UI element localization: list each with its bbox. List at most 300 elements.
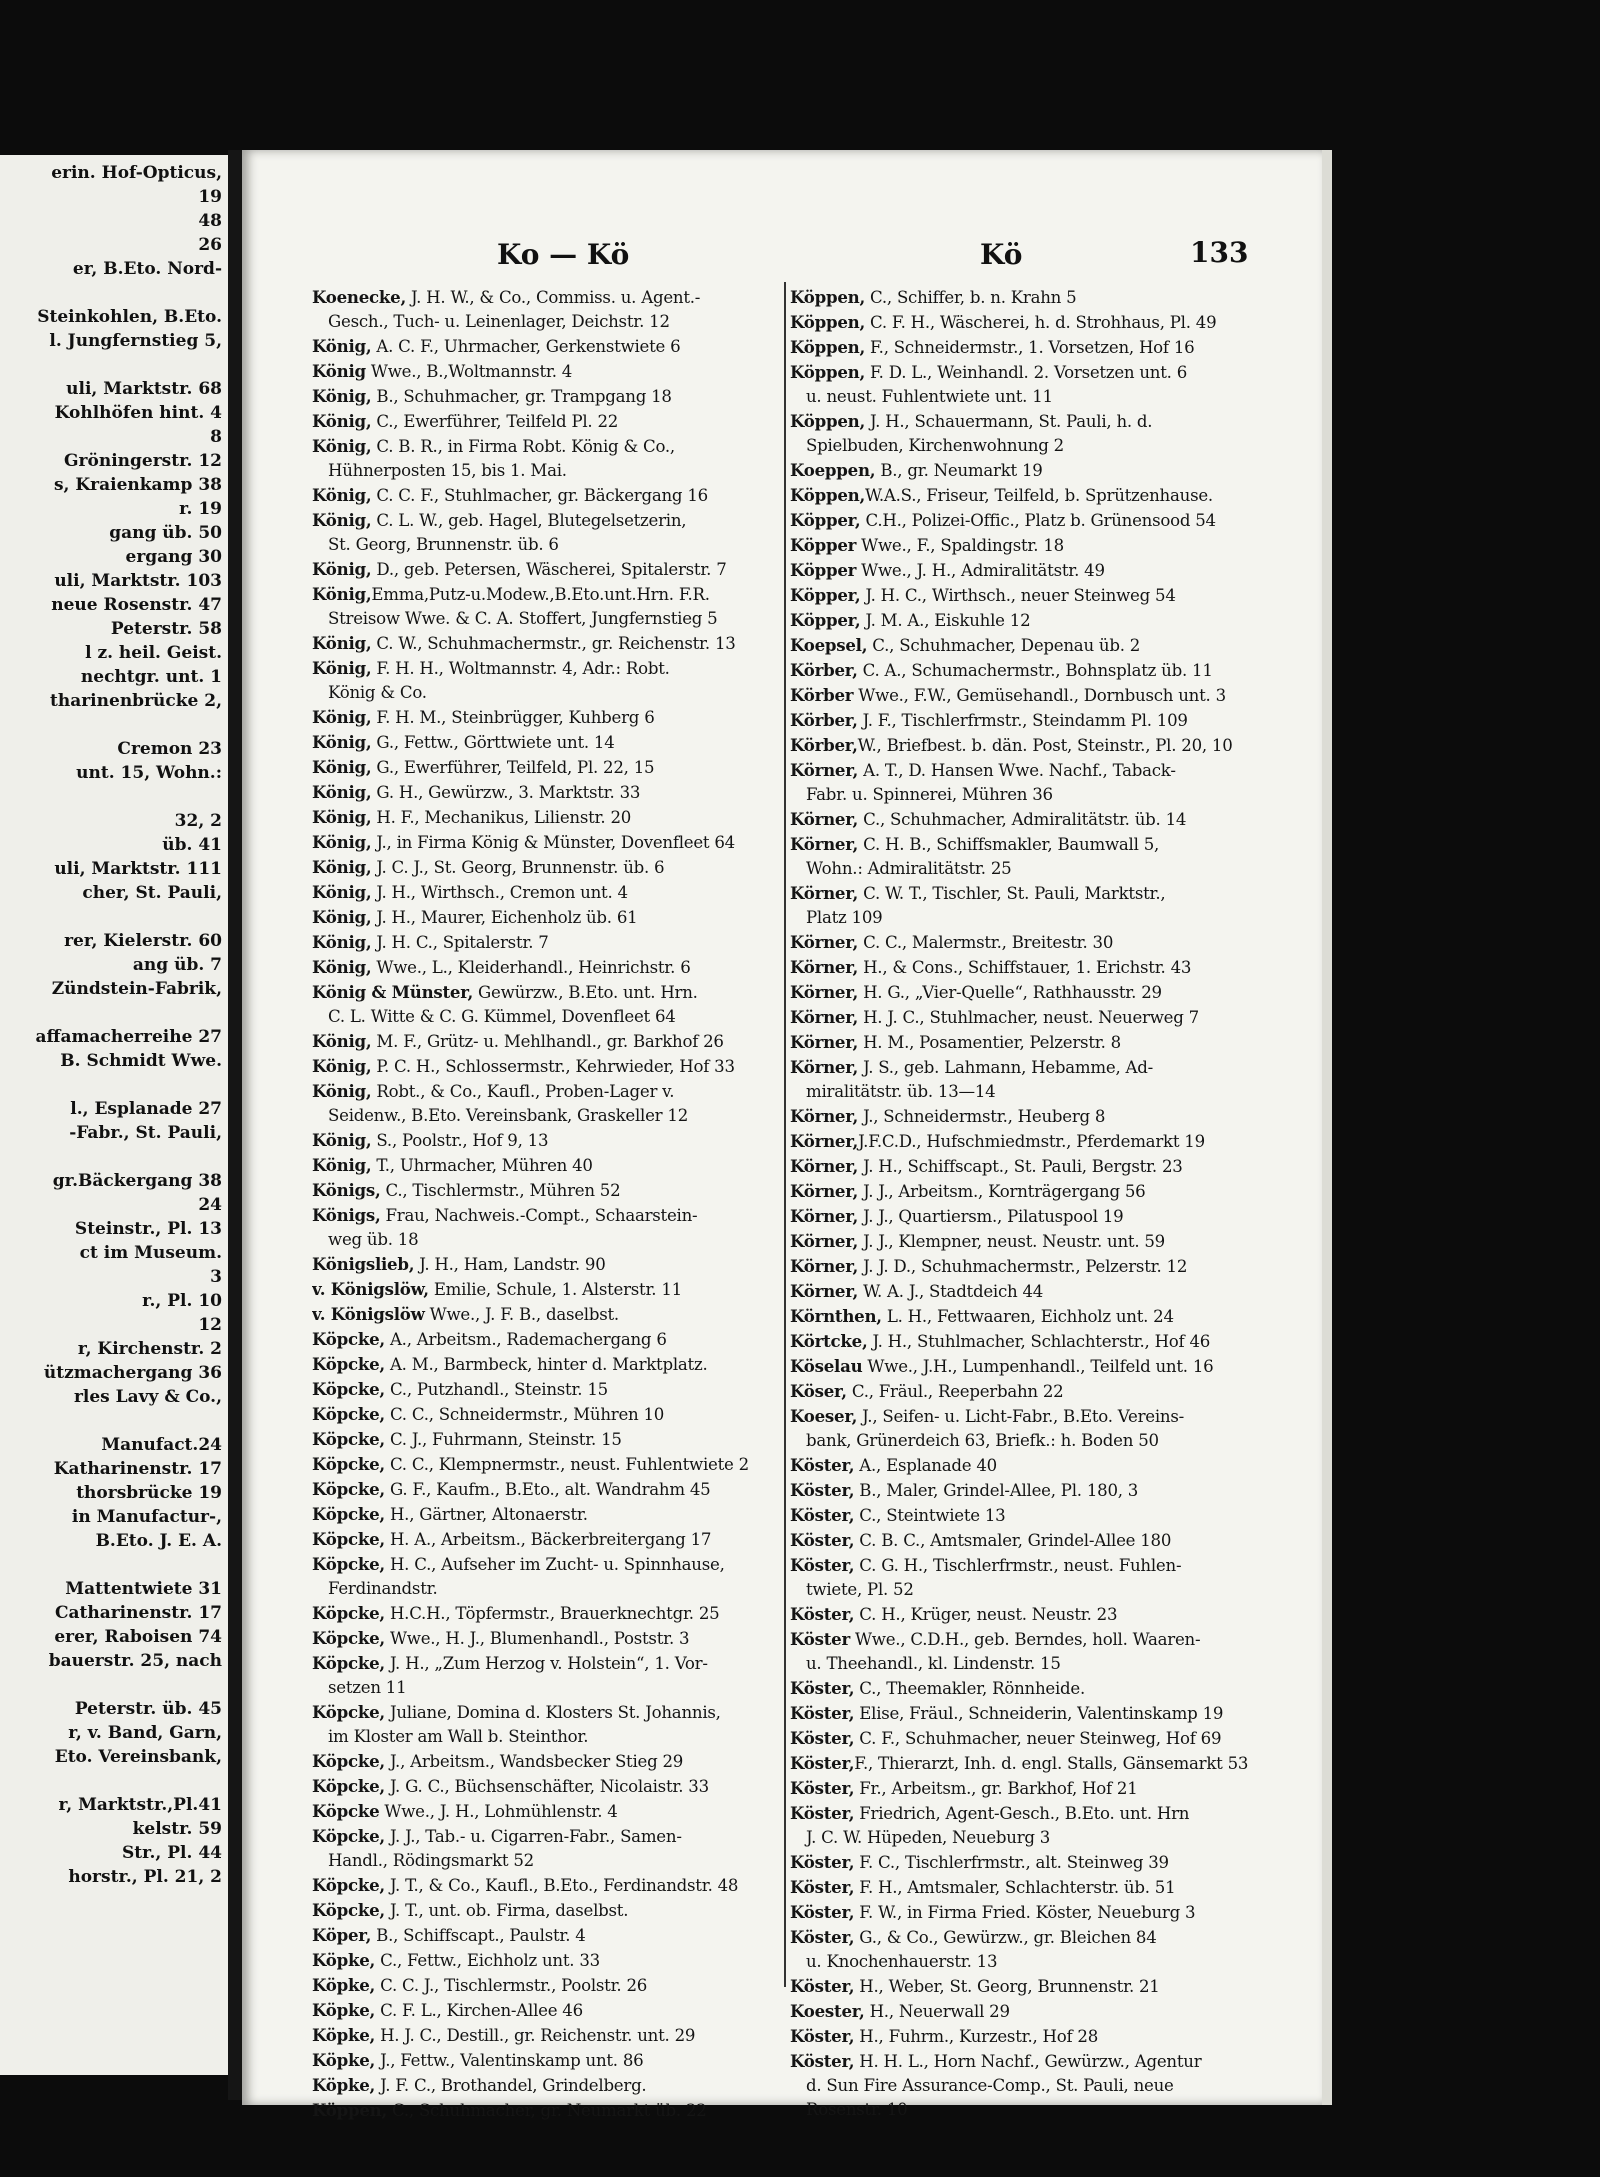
directory-entry: [312, 1327, 857, 1352]
left-page-fragment: 32, 2: [174, 811, 222, 831]
entry-text: J. H. W., & Co., Commiss. u. Agent.-: [406, 288, 701, 307]
entry-text: Wwe., J. F. B., daselbst.: [424, 1305, 619, 1324]
directory-entry: [312, 1104, 857, 1128]
entry-name: Köpcke,: [312, 1826, 385, 1846]
directory-entry: [312, 705, 857, 730]
entry-text: C., Tischlermstr., Mühren 52: [380, 1181, 621, 1200]
directory-entry: [790, 1900, 1298, 1925]
directory-entry: [312, 1153, 857, 1178]
directory-entry: [790, 1329, 1298, 1354]
entry-text: C., Steintwiete 13: [854, 1506, 1006, 1525]
entry-name: Köpcke,: [312, 1404, 385, 1424]
directory-entry: [312, 755, 857, 780]
entry-name: Köpcke,: [312, 1329, 385, 1349]
entry-name: König,: [312, 1155, 372, 1175]
entry-text: B., Schiffscapt., Paulstr. 4: [371, 1926, 586, 1945]
entry-text: St. Georg, Brunnenstr. üb. 6: [328, 535, 559, 554]
directory-entry: [790, 1776, 1298, 1801]
directory-entry: [312, 434, 857, 459]
directory-entry: [312, 1774, 857, 1799]
entry-text: C.H., Polizei-Offic., Platz b. Grünensood 54: [860, 511, 1216, 530]
left-page-fragment: l. Jungfernstieg 5,: [49, 331, 222, 351]
left-page-fragment: affamacherreihe 27: [35, 1027, 222, 1047]
entry-text: Hühnerposten 15, bis 1. Mai.: [328, 461, 567, 480]
entry-name: Königs,: [312, 1205, 381, 1225]
entry-name: Köpcke,: [312, 1554, 385, 1574]
entry-name: König,: [312, 1081, 372, 1101]
directory-entry: [790, 1726, 1298, 1751]
entry-text: J. J., Klempner, neust. Neustr. unt. 59: [858, 1232, 1165, 1251]
directory-entry: [790, 2074, 1298, 2098]
entry-name: Köpke,: [312, 2025, 376, 2045]
directory-entry: [790, 2098, 1298, 2122]
entry-text: H., Gärtner, Altonaerstr.: [384, 1505, 588, 1524]
entry-text: Wwe., F.W., Gemüsehandl., Dornbusch unt. 3: [853, 686, 1226, 705]
entry-text: P. C. H., Schlossermstr., Kehrwieder, Hof 33: [371, 1057, 735, 1076]
directory-entry: [312, 1005, 857, 1029]
directory-entry: [790, 1279, 1298, 1304]
directory-entry: [790, 385, 1298, 409]
left-page-fragment: Gröningerstr. 12: [64, 451, 222, 471]
left-page-fragment: 19: [198, 187, 222, 207]
left-page-fragment: 24: [198, 1195, 222, 1215]
directory-entry: [790, 658, 1298, 683]
left-page-fragment: Catharinenstr. 17: [54, 1603, 222, 1623]
running-head-left: Ko — Kö: [497, 238, 630, 271]
directory-entry: [312, 955, 857, 980]
entry-name: Königslieb,: [312, 1254, 415, 1274]
entry-name: Körner,: [790, 1181, 859, 1201]
entry-text: H. J. C., Destill., gr. Reichenstr. unt. 29: [375, 2026, 696, 2045]
left-page-fragment: Peterstr. 58: [110, 619, 222, 639]
entry-text: W.A.S., Friseur, Teilfeld, b. Sprützenhause.: [864, 486, 1213, 505]
left-page-fragment: r, v. Band, Garn,: [68, 1723, 222, 1743]
entry-text: Streisow Wwe. & C. A. Stoffert, Jungfernstieg 5: [328, 609, 718, 628]
entry-text: Ferdinandstr.: [328, 1579, 438, 1598]
entry-text: F. C., Tischlerfrmstr., alt. Steinweg 39: [854, 1853, 1169, 1872]
entry-text: Wwe., J. H., Lohmühlenstr. 4: [379, 1802, 618, 1821]
entry-name: Koester,: [790, 2001, 865, 2021]
entry-text: J. M. A., Eiskuhle 12: [860, 611, 1031, 630]
page-number: 133: [1190, 236, 1249, 269]
entry-text: Wwe., J. H., Admiralitätstr. 49: [856, 561, 1105, 580]
entry-name: Körner,: [790, 883, 859, 903]
entry-name: Köster,: [790, 1455, 855, 1475]
directory-entry: [790, 1429, 1298, 1453]
entry-name: Köster,: [790, 1678, 855, 1698]
entry-name: Körner,: [790, 1057, 859, 1077]
entry-text: C., Schuhmacher, Depenau üb. 2: [867, 636, 1141, 655]
directory-entry: [790, 335, 1298, 360]
entry-name: König & Münster,: [312, 982, 474, 1002]
left-page-fragment: rles Lavy & Co.,: [73, 1387, 222, 1407]
entry-name: König,: [312, 732, 372, 752]
directory-entry: [312, 980, 857, 1005]
directory-entry: [312, 1601, 857, 1626]
entry-name: König,: [312, 782, 372, 802]
entry-text: J. H. C., Wirthsch., neuer Steinweg 54: [860, 586, 1176, 605]
directory-entry: [312, 1898, 857, 1923]
entry-name: Köpcke,: [312, 1379, 385, 1399]
entry-name: Körner,: [790, 1007, 859, 1027]
entry-name: Königs,: [312, 1180, 381, 1200]
entry-text: C., Fettw., Eichholz unt. 33: [375, 1951, 600, 1970]
directory-entry: [790, 881, 1298, 906]
previous-page-strip: [0, 155, 231, 2075]
entry-text: M. F., Grütz- u. Mehlhandl., gr. Barkhof 26: [371, 1032, 724, 1051]
entry-name: Köster,: [790, 1505, 855, 1525]
entry-text: C., Schiffer, b. n. Krahn 5: [864, 288, 1077, 307]
entry-name: Köpcke,: [312, 1454, 385, 1474]
entry-name: Köppen,: [790, 337, 865, 357]
directory-entry: [790, 310, 1298, 335]
entry-text: J. C. W. Hüpeden, Neueburg 3: [806, 1828, 1051, 1847]
directory-entry: [312, 1054, 857, 1079]
entry-text: Wwe., H. J., Blumenhandl., Poststr. 3: [384, 1629, 690, 1648]
left-page-fragment: 12: [198, 1315, 222, 1335]
entry-name: Köster,: [790, 1902, 855, 1922]
directory-entry: [790, 1030, 1298, 1055]
directory-entry: [790, 758, 1298, 783]
entry-text: F., Thierarzt, Inh. d. engl. Stalls, Gänsemarkt 53: [854, 1754, 1249, 1773]
entry-text: J., Fettw., Valentinskamp unt. 86: [375, 2051, 644, 2070]
entry-text: Seidenw., B.Eto. Vereinsbank, Graskeller 12: [328, 1106, 689, 1125]
entry-text: u. neust. Fuhlentwiete unt. 11: [806, 387, 1053, 406]
entry-text: Wwe., L., Kleiderhandl., Heinrichstr. 6: [371, 958, 691, 977]
left-page-fragment: kelstr. 59: [132, 1819, 222, 1839]
left-page-fragment: ang üb. 7: [132, 955, 222, 975]
directory-entry: [790, 1528, 1298, 1553]
entry-name: König,: [312, 559, 372, 579]
left-page-fragment: Mattentwiete 31: [65, 1579, 222, 1599]
directory-entry: [790, 980, 1298, 1005]
entry-text: Frau, Nachweis.-Compt., Schaarstein-: [380, 1206, 698, 1225]
entry-text: J. H. C., Spitalerstr. 7: [371, 933, 549, 952]
left-page-fragment: gang üb. 50: [109, 523, 222, 543]
left-page-fragment: 48: [198, 211, 222, 231]
entry-name: Köpper: [790, 560, 857, 580]
left-page-fragment: Manufact.24: [101, 1435, 222, 1455]
entry-text: C. B. C., Amtsmaler, Grindel-Allee 180: [854, 1531, 1172, 1550]
entry-text: Juliane, Domina d. Klosters St. Johannis,: [384, 1703, 721, 1722]
left-page-fragment: uli, Marktstr. 68: [66, 379, 222, 399]
entry-text: A. T., D. Hansen Wwe. Nachf., Taback-: [858, 761, 1176, 780]
entry-text: F. H. M., Steinbrügger, Kuhberg 6: [371, 708, 655, 727]
entry-text: C. A., Schumachermstr., Bohnsplatz üb. 11: [857, 661, 1213, 680]
entry-text: H., Weber, St. Georg, Brunnenstr. 21: [854, 1977, 1160, 1996]
entry-text: H. A., Arbeitsm., Bäckerbreitergang 17: [384, 1530, 712, 1549]
directory-entry: [790, 1404, 1298, 1429]
entry-name: Köster,: [790, 1877, 855, 1897]
entry-name: Köpcke,: [312, 1504, 385, 1524]
entry-name: König,: [312, 633, 372, 653]
entry-name: Körner,: [790, 1106, 859, 1126]
directory-entry: [790, 583, 1298, 608]
column-divider: [784, 282, 786, 1987]
entry-text: H., & Cons., Schiffstauer, 1. Erichstr. 43: [858, 958, 1192, 977]
entry-name: Koepsel,: [790, 635, 868, 655]
entry-name: Körner,: [790, 982, 859, 1002]
directory-entry: [790, 733, 1298, 758]
left-page-fragment: B. Schmidt Wwe.: [60, 1051, 222, 1071]
left-page-fragment: 3: [210, 1267, 222, 1287]
entry-name: Köster,: [790, 1555, 855, 1575]
directory-entry: [312, 1302, 857, 1327]
entry-text: J. H., „Zum Herzog v. Holstein“, 1. Vor-: [384, 1654, 708, 1673]
entry-name: Köppen,: [790, 485, 865, 505]
entry-text: C. F. H., Wäscherei, h. d. Strohhaus, Pl. 49: [864, 313, 1217, 332]
left-page-fragment: ergang 30: [125, 547, 222, 567]
directory-entry: [312, 1973, 857, 1998]
left-page-fragment: Cremon 23: [117, 739, 222, 759]
entry-name: Köpke,: [312, 2075, 376, 2095]
entry-text: C. C., Malermstr., Breitestr. 30: [858, 933, 1114, 952]
entry-name: König,: [312, 1031, 372, 1051]
left-page-fragment: neue Rosenstr. 47: [51, 595, 222, 615]
entry-name: Köpcke,: [312, 1702, 385, 1722]
entry-name: v. Königslöw,: [312, 1279, 429, 1299]
entry-text: C. C. J., Tischlermstr., Poolstr. 26: [375, 1976, 648, 1995]
entry-text: C. C. F., Stuhlmacher, gr. Bäckergang 16: [371, 486, 708, 505]
directory-entry: [790, 1826, 1298, 1850]
entry-name: Köpcke,: [312, 1875, 385, 1895]
entry-text: C. H., Krüger, neust. Neustr. 23: [854, 1605, 1118, 1624]
entry-text: setzen 11: [328, 1678, 407, 1697]
left-page-fragment: üb. 41: [162, 835, 222, 855]
entry-text: J. F. C., Brothandel, Grindelberg.: [375, 2076, 647, 2095]
entry-text: J. F., Tischlerfrmstr., Steindamm Pl. 109: [857, 711, 1188, 730]
book-gutter: [228, 150, 242, 2100]
directory-entry: [790, 1204, 1298, 1229]
directory-entry: [312, 459, 857, 483]
left-page-fragment: Str., Pl. 44: [121, 1843, 222, 1863]
directory-entry: [312, 1402, 857, 1427]
left-page-fragment: -Fabr., St. Pauli,: [69, 1123, 222, 1143]
entry-name: Köselau: [790, 1356, 863, 1376]
directory-entry: [312, 880, 857, 905]
directory-entry: [312, 1923, 857, 1948]
entry-name: Köpcke,: [312, 1529, 385, 1549]
entry-text: H. J. C., Stuhlmacher, neust. Neuerweg 7: [858, 1008, 1199, 1027]
left-page-fragment: unt. 15, Wohn.:: [76, 763, 222, 783]
entry-text: J. H., Schiffscapt., St. Pauli, Bergstr. 23: [858, 1157, 1183, 1176]
directory-entry: [790, 1005, 1298, 1030]
entry-text: C. F. L., Kirchen-Allee 46: [375, 2001, 583, 2020]
entry-name: König,: [312, 1130, 372, 1150]
entry-name: Köppen,: [312, 2100, 387, 2120]
entry-text: Gewürzw., B.Eto. unt. Hrn.: [473, 983, 698, 1002]
directory-entry: [790, 1553, 1298, 1578]
directory-entry: [790, 1751, 1298, 1776]
directory-entry: [312, 1377, 857, 1402]
entry-text: G., Ewerführer, Teilfeld, Pl. 22, 15: [371, 758, 655, 777]
left-page-fragment: er, B.Eto. Nord-: [72, 259, 222, 279]
entry-name: Körner,: [790, 809, 859, 829]
directory-entry: [790, 1453, 1298, 1478]
entry-text: L. H., Fettwaaren, Eichholz unt. 24: [881, 1307, 1174, 1326]
entry-text: G. F., Kaufm., B.Eto., alt. Wandrahm 45: [384, 1480, 711, 1499]
directory-entry: [790, 1652, 1298, 1676]
entry-text: T., Uhrmacher, Mühren 40: [371, 1156, 593, 1175]
entry-text: König & Co.: [328, 683, 427, 702]
directory-entry: [790, 1354, 1298, 1379]
entry-name: Köpper,: [790, 610, 861, 630]
left-page-fragment: r., Pl. 10: [142, 1291, 222, 1311]
entry-text: H.C.H., Töpfermstr., Brauerknechtgr. 25: [384, 1604, 720, 1623]
entry-text: Wwe., J.H., Lumpenhandl., Teilfeld unt. 16: [862, 1357, 1214, 1376]
entry-name: Köpcke,: [312, 1776, 385, 1796]
entry-name: Köster,: [790, 2051, 855, 2071]
entry-text: C. B. R., in Firma Robt. König & Co.,: [371, 437, 675, 456]
directory-entry: [790, 955, 1298, 980]
entry-text: C. C., Schneidermstr., Mühren 10: [384, 1405, 665, 1424]
entry-text: J., Seifen- u. Licht-Fabr., B.Eto. Vereins-: [857, 1407, 1184, 1426]
left-page-fragment: Eto. Vereinsbank,: [54, 1747, 222, 1767]
entry-name: Köpcke: [312, 1801, 380, 1821]
directory-entry: [790, 1850, 1298, 1875]
entry-text: F. H. H., Woltmannstr. 4, Adr.: Robt.: [371, 659, 670, 678]
directory-entry: [790, 1304, 1298, 1329]
entry-text: H. H. L., Horn Nachf., Gewürzw., Agentur: [854, 2052, 1202, 2071]
entry-text: Wwe., F., Spaldingstr. 18: [856, 536, 1064, 555]
directory-entry: [790, 1875, 1298, 1900]
entry-text: J. H., Ham, Landstr. 90: [414, 1255, 606, 1274]
entry-name: Köster,: [790, 1927, 855, 1947]
left-page-fragment: 8: [210, 427, 222, 447]
entry-name: Körber,: [790, 710, 858, 730]
entry-text: S., Poolstr., Hof 9, 13: [371, 1131, 549, 1150]
directory-entry: [312, 905, 857, 930]
entry-name: König,: [312, 807, 372, 827]
directory-entry: [312, 508, 857, 533]
entry-name: König,: [312, 882, 372, 902]
entry-name: Köpper: [790, 535, 857, 555]
entry-name: Körber,: [790, 660, 858, 680]
directory-entry: [312, 1252, 857, 1277]
directory-entry: [312, 334, 857, 359]
directory-entry: [790, 1154, 1298, 1179]
directory-entry: [312, 1725, 857, 1749]
directory-entry: [312, 830, 857, 855]
directory-entry: [312, 1228, 857, 1252]
directory-entry: [312, 1577, 857, 1601]
entry-text: C. C., Klempnermstr., neust. Fuhlentwiete 2: [384, 1455, 749, 1474]
entry-name: König,: [312, 510, 372, 530]
left-page-fragment: tharinenbrücke 2,: [50, 691, 222, 711]
entry-text: J. J., Tab.- u. Cigarren-Fabr., Samen-: [384, 1827, 682, 1846]
entry-text: J., Arbeitsm., Wandsbecker Stieg 29: [384, 1752, 684, 1771]
directory-entry: [790, 906, 1298, 930]
directory-entry: [790, 2024, 1298, 2049]
entry-name: König,: [312, 857, 372, 877]
entry-text: F. D. L., Weinhandl. 2. Vorsetzen unt. 6: [864, 363, 1188, 382]
left-page-fragment: r, Kirchenstr. 2: [77, 1339, 222, 1359]
left-page-fragment: uli, Marktstr. 103: [54, 571, 222, 591]
entry-name: Körner,: [790, 834, 859, 854]
directory-entry: [312, 681, 857, 705]
entry-name: Köppen,: [790, 287, 865, 307]
directory-entry: [790, 1999, 1298, 2024]
directory-entry: [312, 1352, 857, 1377]
directory-entry: [312, 409, 857, 434]
entry-text: miralitätstr. üb. 13—14: [806, 1082, 996, 1101]
directory-entry: [790, 1602, 1298, 1627]
entry-name: Köster,: [790, 1852, 855, 1872]
entry-text: H. M., Posamentier, Pelzerstr. 8: [858, 1033, 1121, 1052]
left-page-fragment: Steinkohlen, B.Eto.: [37, 307, 222, 327]
entry-text: Gesch., Tuch- u. Leinenlager, Deichstr. 12: [328, 312, 670, 331]
entry-name: König,: [312, 658, 372, 678]
entry-text: C., Putzhandl., Steinstr. 15: [384, 1380, 608, 1399]
left-page-fragment: r. 19: [179, 499, 222, 519]
entry-name: Körner,: [790, 957, 859, 977]
entry-name: König,: [312, 584, 372, 604]
directory-entry: [312, 1676, 857, 1700]
entry-text: J. T., unt. ob. Firma, daselbst.: [384, 1901, 629, 1920]
directory-entry: [312, 1502, 857, 1527]
directory-entry: [790, 2049, 1298, 2074]
entry-text: C. G. H., Tischlerfrmstr., neust. Fuhlen-: [854, 1556, 1182, 1575]
entry-text: Wwe., B.,Woltmannstr. 4: [365, 362, 573, 381]
entry-name: Köster,: [790, 1703, 855, 1723]
directory-entry: [790, 434, 1298, 458]
directory-entry: [312, 582, 857, 607]
entry-text: C. J., Fuhrmann, Steinstr. 15: [384, 1430, 622, 1449]
directory-entry: [790, 1104, 1298, 1129]
directory-entry: [312, 1824, 857, 1849]
directory-entry: [312, 1427, 857, 1452]
left-page-fragment: cher, St. Pauli,: [82, 883, 222, 903]
entry-name: Köpcke,: [312, 1900, 385, 1920]
entry-text: C., Schuhmacher, gr. Neumarkt üb. 22: [386, 2101, 707, 2120]
entry-text: A., Esplanade 40: [854, 1456, 997, 1475]
entry-text: D., geb. Petersen, Wäscherei, Spitalerstr. 7: [371, 560, 727, 579]
directory-entry: [790, 783, 1298, 807]
entry-text: u. Knochenhauerstr. 13: [806, 1952, 998, 1971]
left-page-fragment: in Manufactur-,: [71, 1507, 222, 1527]
entry-name: König,: [312, 386, 372, 406]
directory-entry: [312, 2048, 857, 2073]
directory-entry: [790, 832, 1298, 857]
entry-name: Köster,: [790, 1480, 855, 1500]
entry-name: König: [312, 361, 366, 381]
directory-entry: [790, 483, 1298, 508]
entry-text: Wwe., C.D.H., geb. Berndes, holl. Waaren-: [849, 1630, 1201, 1649]
directory-entry: [790, 1676, 1298, 1701]
directory-entry: [312, 533, 857, 557]
entry-name: Körner,: [790, 1032, 859, 1052]
directory-entry: [312, 631, 857, 656]
entry-name: König,: [312, 932, 372, 952]
entry-name: Köpke,: [312, 1950, 376, 1970]
entry-text: C. L. Witte & C. G. Kümmel, Dovenfleet 64: [328, 1007, 676, 1026]
directory-entry: [790, 683, 1298, 708]
entry-text: G., Fettw., Görttwiete unt. 14: [371, 733, 615, 752]
entry-text: J. J., Quartiersm., Pilatuspool 19: [858, 1207, 1124, 1226]
directory-entry: [312, 1948, 857, 1973]
left-page-fragment: r, Marktstr.,Pl.41: [58, 1795, 222, 1815]
entry-name: Köster,: [790, 1604, 855, 1624]
directory-entry: [312, 656, 857, 681]
right-column: [790, 285, 1298, 2122]
entry-name: Köpcke,: [312, 1603, 385, 1623]
directory-entry: [312, 1079, 857, 1104]
entry-name: Körber,: [790, 735, 858, 755]
entry-text: d. Sun Fire Assurance-Comp., St. Pauli, neue: [806, 2076, 1174, 2095]
entry-text: Spielbuden, Kirchenwohnung 2: [806, 436, 1064, 455]
entry-text: C., Ewerführer, Teilfeld Pl. 22: [371, 412, 619, 431]
entry-name: Köster,: [790, 1753, 855, 1773]
